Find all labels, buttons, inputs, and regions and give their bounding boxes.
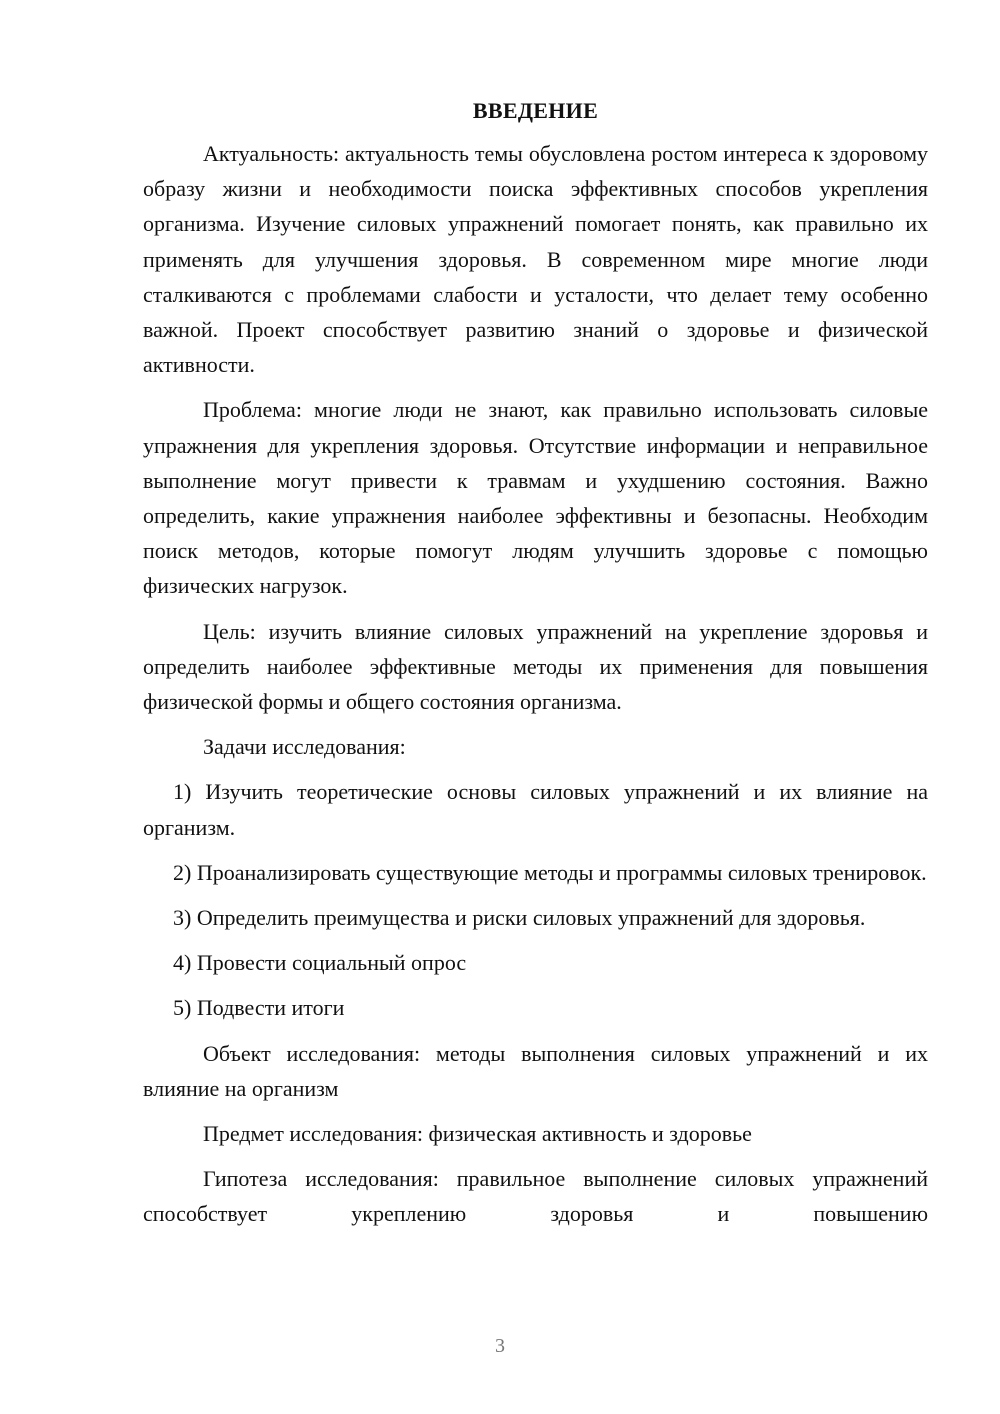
problem-paragraph: Проблема: многие люди не знают, как правильно использовать силовые упражнения для укрепления здоровья. Отсутствие информации и неправильное выполнение могут привести к травмам и ухудшению состояния. Важно определить, какие упражнения наиболее эффективны и безопасны. Необходим поиск методов, которые помогут людям улучшить здоровье с помощью физических нагрузок. (143, 397, 928, 599)
page-number: 3 (495, 1335, 505, 1357)
hypothesis-paragraph: Гипотеза исследования: правильное выполнение силовых упражнений способствует укреплению здоровья и повышению (143, 1166, 928, 1227)
research-subject-paragraph: Предмет исследования: физическая активность и здоровье (203, 1121, 752, 1147)
tasks-heading: Задачи исследования: (203, 734, 406, 760)
task-item-4: 4) Провести социальный опрос (173, 950, 467, 976)
task-item-1: 1) Изучить теоретические основы силовых упражнений и их влияние на организм. (143, 779, 928, 840)
task-item-5: 5) Подвести итоги (173, 995, 345, 1021)
section-heading: ВВЕДЕНИЕ (472, 98, 599, 123)
task-item-3: 3) Определить преимущества и риски силовых упражнений для здоровья. (173, 905, 866, 931)
task-item-2: 2) Проанализировать существующие методы и программы силовых тренировок. (173, 859, 927, 885)
research-object-paragraph: Объект исследования: методы выполнения силовых упражнений и их влияние на организм (143, 1040, 928, 1101)
relevance-paragraph: Актуальность: актуальность темы обусловлена ростом интереса к здоровому образу жизни и необходимости поиска эффективных способов укрепления организма. Изучение силовых упражнений помогает понять, как правильно их применять для улучшения здоровья. В современном мире многие люди сталкиваются с проблемами слабости и усталости, что делает тему особенно важной. Проект способствует развитию знаний о здоровье и физической активности. (143, 141, 928, 378)
goal-paragraph: Цель: изучить влияние силовых упражнений на укрепление здоровья и определить наиболее эффективные методы их применения для повышения физической формы и общего состояния организма. (143, 618, 928, 715)
page-content (143, 96, 928, 1242)
